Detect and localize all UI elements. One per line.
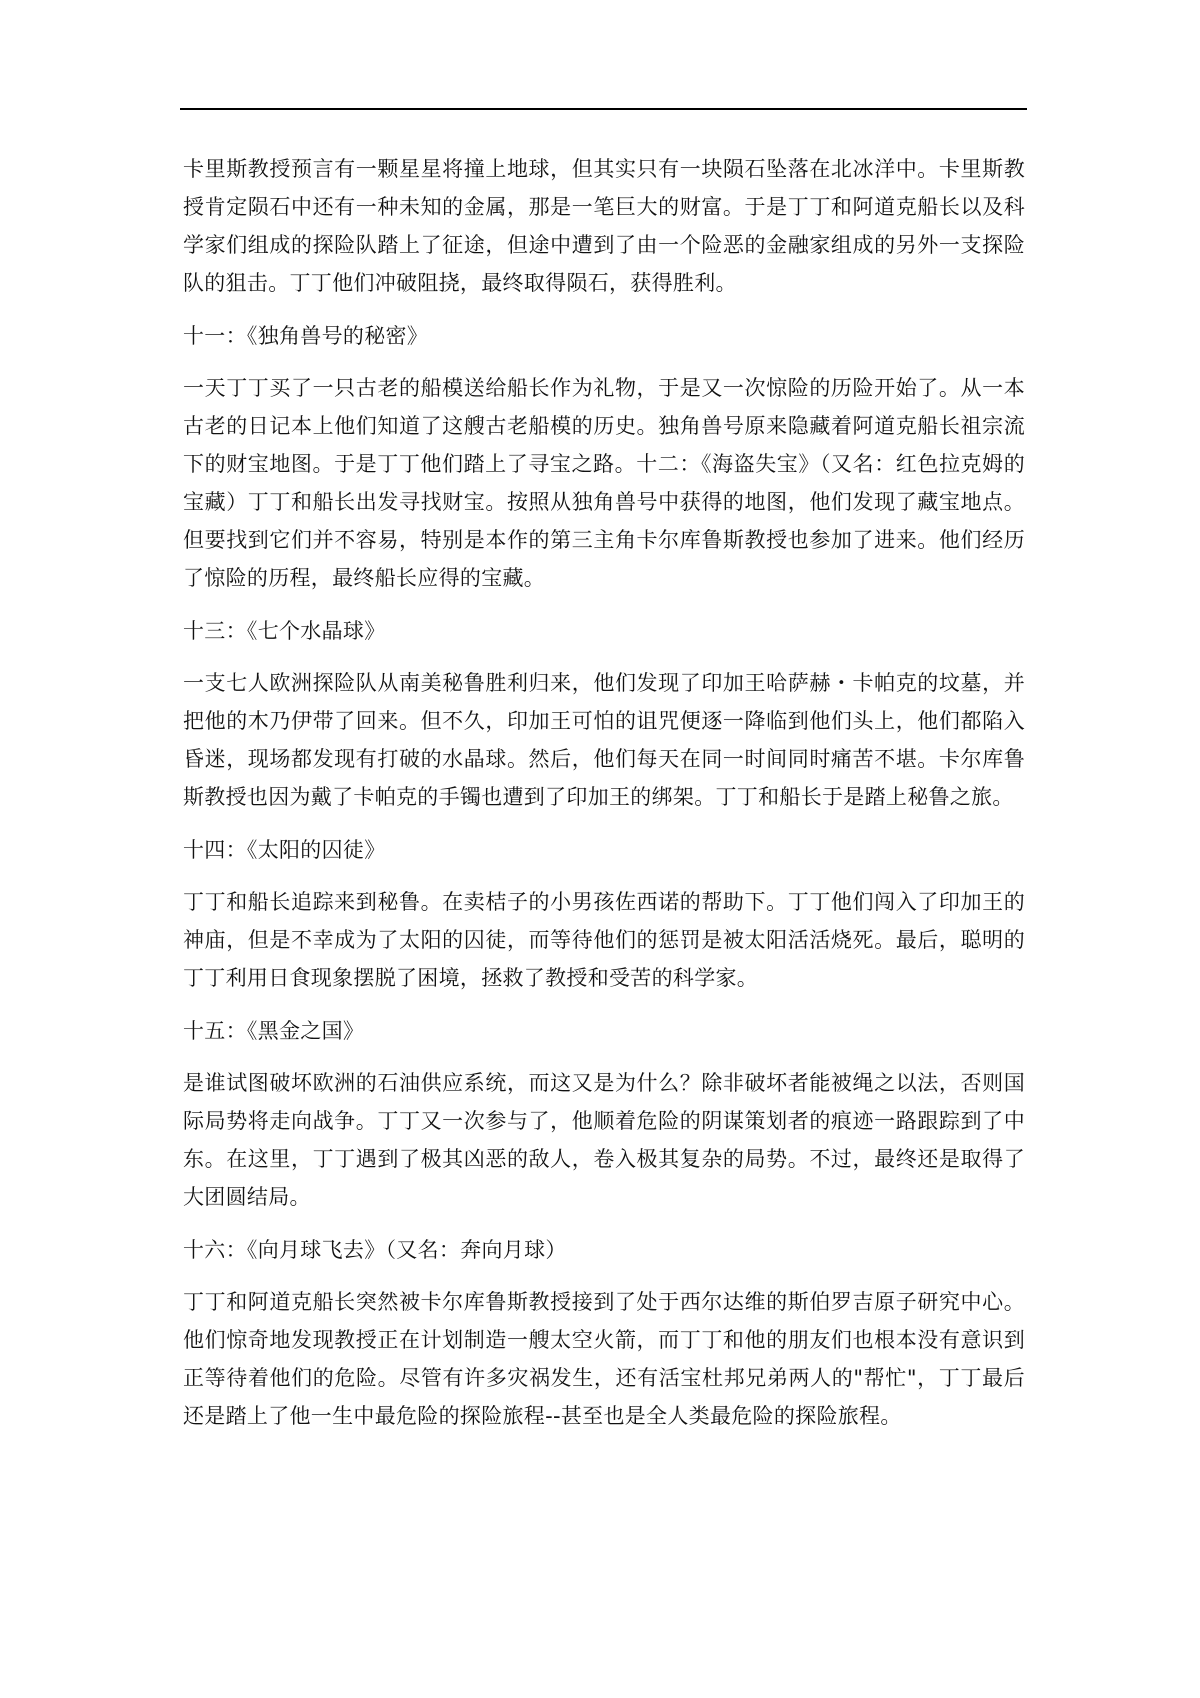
heading-chapter-13: 十三：《七个水晶球》	[183, 619, 386, 643]
paragraph-unicorn-secret: 一天丁丁买了一只古老的船模送给船长作为礼物，于是又一次惊险的历险开始了。从一本古老的日记本上他们知道了这艘古老船模的历史。独角兽号原来隐藏着阿道克船长祖宗流下的财宝地图。于是丁丁他们踏上了寻宝之路。十二：《海盗失宝》（又名：红色拉克姆的宝藏）丁丁和船长出发寻找财宝。按照从独角兽号中获得的地图，他们发现了藏宝地点。但要找到它们并不容易，特别是本作的第三主角卡尔库鲁斯教授也参加了进来。他们经历了惊险的历程，最终船长应得的宝藏。	[183, 376, 1025, 590]
paragraph-professor-calis: 卡里斯教授预言有一颗星星将撞上地球，但其实只有一块陨石坠落在北冰洋中。卡里斯教授肯定陨石中还有一种未知的金属，那是一笔巨大的财富。于是丁丁和阿道克船长以及科学家们组成的探险队踏上了征途，但途中遭到了由一个险恶的金融家组成的另外一支探险队的狙击。丁丁他们冲破阻挠，最终取得陨石，获得胜利。	[183, 157, 1025, 295]
header-rule	[180, 108, 1027, 110]
paragraph-prisoners-of-sun: 丁丁和船长追踪来到秘鲁。在卖桔子的小男孩佐西诺的帮助下。丁丁他们闯入了印加王的神庙，但是不幸成为了太阳的囚徒，而等待他们的惩罚是被太阳活活烧死。最后，聪明的丁丁利用日食现象摆脱了困境，拯救了教授和受苦的科学家。	[183, 890, 1025, 990]
document-body	[183, 150, 1025, 1450]
heading-chapter-11: 十一：《独角兽号的秘密》	[183, 324, 429, 348]
heading-chapter-16: 十六：《向月球飞去》（又名：奔向月球）	[183, 1238, 567, 1262]
heading-chapter-15: 十五：《黑金之国》	[183, 1019, 365, 1043]
paragraph-seven-crystal-balls: 一支七人欧洲探险队从南美秘鲁胜利归来，他们发现了印加王哈萨赫・卡帕克的坟墓，并把他的木乃伊带了回来。但不久，印加王可怕的诅咒便逐一降临到他们头上，他们都陷入昏迷，现场都发现有打破的水晶球。然后，他们每天在同一时间同时痛苦不堪。卡尔库鲁斯教授也因为戴了卡帕克的手镯也遭到了印加王的绑架。丁丁和船长于是踏上秘鲁之旅。	[183, 671, 1025, 809]
paragraph-land-of-black-gold: 是谁试图破坏欧洲的石油供应系统，而这又是为什么？除非破坏者能被绳之以法，否则国际局势将走向战争。丁丁又一次参与了，他顺着危险的阴谋策划者的痕迹一路跟踪到了中东。在这里，丁丁遇到了极其凶恶的敌人，卷入极其复杂的局势。不过，最终还是取得了大团圆结局。	[183, 1071, 1025, 1209]
paragraph-destination-moon: 丁丁和阿道克船长突然被卡尔库鲁斯教授接到了处于西尔达维的斯伯罗吉原子研究中心。他们惊奇地发现教授正在计划制造一艘太空火箭，而丁丁和他的朋友们也根本没有意识到正等待着他们的危险。尽管有许多灾祸发生，还有活宝杜邦兄弟两人的"帮忙"，丁丁最后还是踏上了他一生中最危险的探险旅程--甚至也是全人类最危险的探险旅程。	[183, 1290, 1025, 1428]
heading-chapter-14: 十四：《太阳的囚徒》	[183, 838, 386, 862]
